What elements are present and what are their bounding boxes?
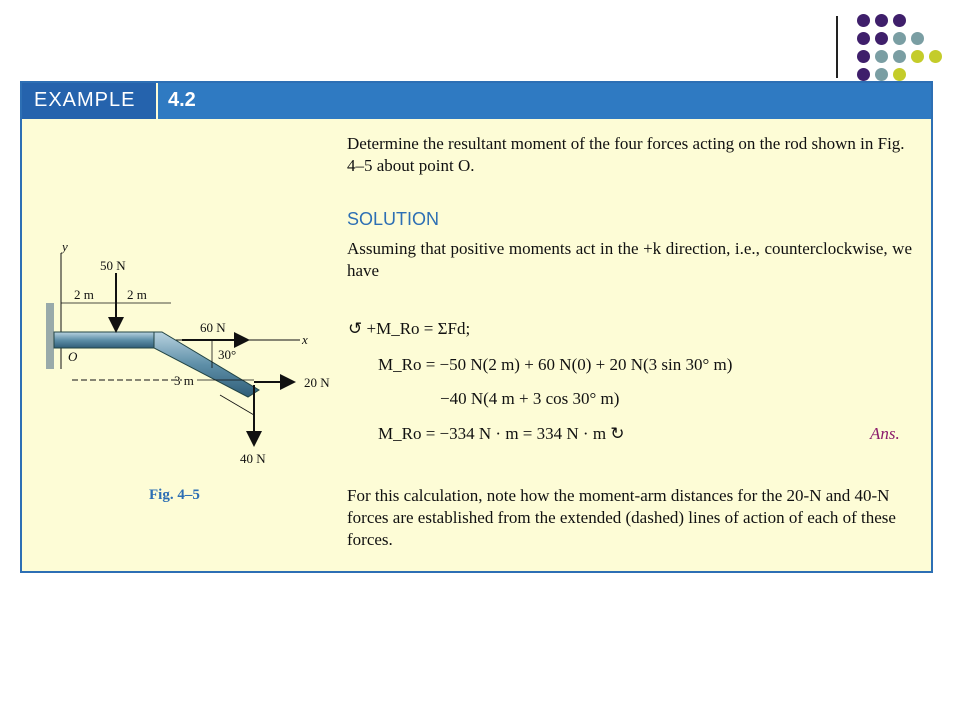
x-axis-label: x	[302, 332, 308, 347]
equation-4: M_Ro = −334 N · m = 334 N · m ↻	[378, 424, 625, 443]
equation-1: ↺ +M_Ro = ΣFd;	[348, 319, 471, 338]
force-50n-label: 50 N	[100, 258, 126, 273]
equation-3: −40 N(4 m + 3 cos 30° m)	[440, 389, 620, 408]
wall-support	[46, 303, 54, 369]
dim-line-inclined	[220, 395, 254, 415]
y-axis-label: y	[62, 239, 68, 254]
angle-label: 30°	[218, 347, 237, 362]
force-20n-label: 20 N	[304, 375, 330, 390]
header-number: 4.2	[168, 89, 196, 111]
problem-statement: Determine the resultant moment of the four forces acting on the rod shown in Fig. 4–5 about point O.	[347, 134, 905, 175]
decor-vertical-line	[836, 16, 838, 78]
force-40n-label: 40 N	[240, 451, 266, 466]
header-label-box	[22, 83, 156, 119]
dim-label-1: 2 m	[74, 287, 94, 302]
equation-2: M_Ro = −50 N(2 m) + 60 N(0) + 20 N(3 sin 30° m)	[378, 355, 733, 374]
answer-label: Ans.	[870, 424, 900, 443]
header-title: EXAMPLE	[34, 89, 136, 111]
origin-label: O	[68, 349, 78, 364]
rod-horizontal	[54, 332, 154, 348]
solution-assumption: Assuming that positive moments act in the +k direction, i.e., counterclockwise, we have	[347, 239, 912, 280]
dim-label-3: 3 m	[174, 373, 194, 388]
figure-rod-diagram	[42, 233, 342, 473]
force-60n-label: 60 N	[200, 320, 226, 335]
figure-caption: Fig. 4–5	[149, 487, 200, 503]
note-paragraph: For this calculation, note how the moment-arm distances for the 20-N and 40-N forces are established from the extended (dashed) lines of action of each of these forces.	[347, 486, 896, 549]
dim-label-2: 2 m	[127, 287, 147, 302]
rod-inclined	[154, 332, 259, 397]
header-number-box	[158, 83, 931, 119]
example-panel	[20, 81, 933, 573]
solution-heading: SOLUTION	[347, 209, 440, 229]
